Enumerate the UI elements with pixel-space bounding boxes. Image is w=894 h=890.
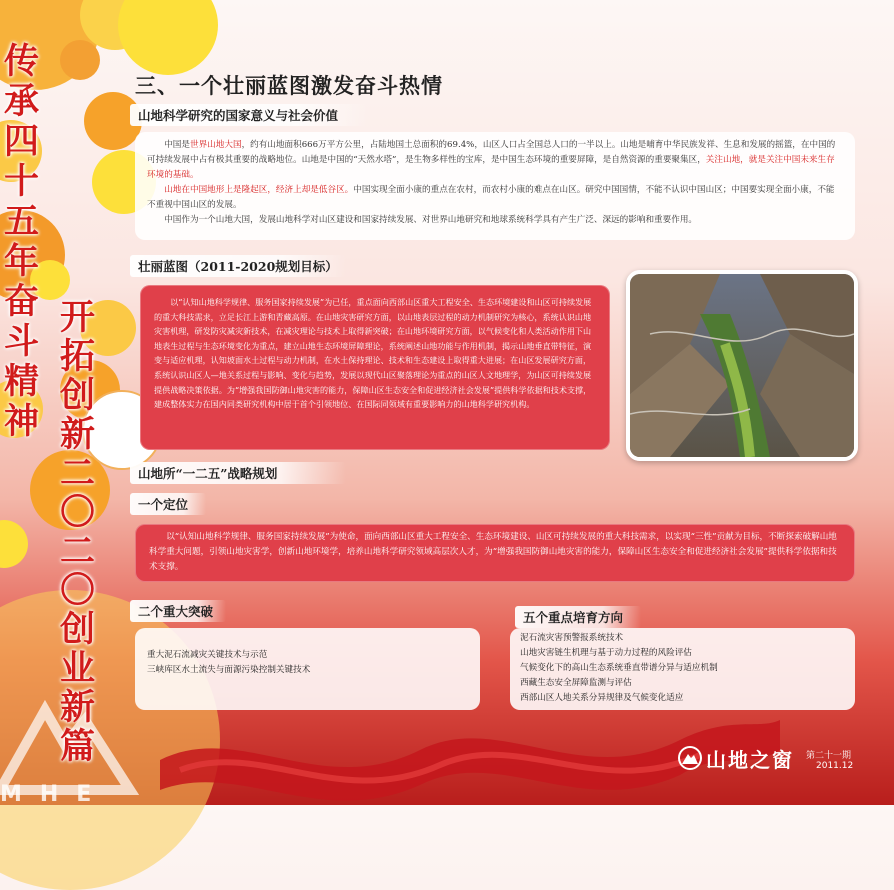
title-character: 〇 [60, 570, 96, 611]
breakthroughs-card [135, 628, 480, 710]
title-character: 四 [4, 121, 40, 162]
title-character: 神 [4, 401, 40, 442]
title-character: 〇 [60, 492, 96, 533]
block2-paragraph: 以“认知山地科学规律、服务国家持续发展”为已任，重点面向西部山区重大工程安全、生态环境建设和山区可持续发展的重大科技需求，立足长江上游和青藏高原。在山地灾害研究方面，以山地表层过程的动力机制研究为核心，系统认识山地灾害机理，研发防灾减灾新技术，在减灾理论与技术上取得新突破；在山地环境研究方面，以气候变化和人类活动作用下山地表生过程与生态环境变化为重点，建立山地生态环境屏障理论，系统阐述山地功能与作用机制，揭示山地垂直带特征，演变与适应机理，认知坡面水土过程与动力机制，在水土保持理论、技术和生态建设上取得重大进展；在山区发展研究方面，系统认识山区人—地关系过程与影响、变化与趋势，发展以现代山区聚落理论为重点的山区人文地理学，为山区可持续发展提供战略决策依据。为“增强我国防御山地灾害的能力，保障山区生态安全和促进经济社会发展”提供科学依据和技术支撑，建成整体实力在国内同类研究机构中居于首个引领地位、在国际同领域有重要影响力的山地科学研究机构。 [154, 297, 592, 410]
positioning-card [135, 524, 855, 582]
title-character: 拓 [60, 336, 96, 377]
list-item: 山地灾害链生机理与基于动力过程的风险评估 [520, 648, 692, 658]
mountain-emblem-icon [678, 746, 702, 770]
section-heading: 三、一个壮丽蓝图激发奋斗热情 [135, 73, 443, 98]
title-character: 五 [4, 201, 40, 242]
block1-paragraph-3: 中国作为一个山地大国，发展山地科学对山区建设和国家持续发展、对世界山地研究和地球系统科学具有产生广泛、深远的影响和重要作用。 [164, 215, 698, 225]
block1-card [135, 132, 855, 240]
directions-card [510, 628, 855, 710]
title-character: 开 [60, 297, 96, 338]
title-character: 精 [4, 361, 40, 402]
title-character: 奋 [4, 281, 40, 322]
directions-heading: 五个重点培育方向 [515, 606, 641, 628]
block3-heading: 山地所“一二五”战略规划 [130, 462, 346, 484]
title-character: 业 [60, 648, 96, 689]
block2-card [140, 285, 610, 450]
title-character: 篇 [60, 726, 96, 767]
right-vertical-title [60, 297, 96, 767]
title-character: 新 [60, 687, 96, 728]
left-vertical-title [4, 41, 40, 442]
positioning-text: 以“认知山地科学规律、服务国家持续发展”为使命，面向西部山区重大工程安全、生态环境建设、山区可持续发展的重大科技需求，以实现“三性”贡献为目标，不断探索破解山地科学重大问题，引领山地灾害学，创新山地环境学，培养山地科学研究领域高层次人才，为“增强我国防御山地灾害的能力，保障山区生态安全和促进经济社会发展”提供科学依据和技术支撑。 [149, 532, 837, 572]
footer-issue: 第二十一期 [806, 751, 852, 761]
footer-date: 2011.12 [816, 761, 854, 771]
title-character: 创 [60, 375, 96, 416]
block2-heading: 壮丽蓝图（2011-2020规划目标） [130, 255, 346, 277]
title-character: 十 [4, 161, 40, 202]
title-character: 年 [4, 241, 40, 282]
list-item: 气候变化下的高山生态系统垂直带谱分异与适应机制 [520, 663, 718, 673]
breakthroughs-heading: 二个重大突破 [130, 600, 226, 622]
list-item: 泥石流灾害预警报系统技术 [520, 633, 624, 643]
title-character: 传 [4, 41, 40, 82]
title-character: 承 [4, 81, 40, 122]
list-item: 西部山区人地关系分异规律及气候变化适应 [520, 693, 684, 703]
title-character: 斗 [4, 321, 40, 362]
list-item: 重大泥石流减灾关键技术与示范 [147, 650, 268, 660]
block1-paragraph-2: 山地在中国地形上是隆起区，经济上却是低谷区。中国实现全面小康的重点在农村，而农村小康的难点在山区。研究中国国情，不能不认识中国山区；中国要实现全面小康，不能不重视中国山区的发展。 [147, 185, 835, 210]
footer-logo [678, 746, 702, 770]
title-character: 创 [60, 609, 96, 650]
block1-heading: 山地科学研究的国家意义与社会价值 [130, 104, 368, 126]
list-item: 西藏生态安全屏障监测与评估 [520, 678, 632, 688]
list-item: 三峡库区水土流失与面源污染控制关键技术 [147, 665, 311, 675]
block1-paragraph-1: 中国是世界山地大国，约有山地面积666万平方公里，占陆地国土总面积的69.4%，山区人口占全国总人口的一半以上。山地是哺育中华民族发祥、生息和发展的摇篮，在中国的可持续发展中占有极其重要的战略地位。山地是中国的“天然水塔”，是生物多样性的宝库，是中国生态环境的重要屏障，是自然资源的重要聚集区，关注山地，就是关注中国未来生存环境的基础。 [147, 140, 836, 180]
decor-circle [60, 40, 100, 80]
title-character: 二 [60, 453, 96, 494]
title-character: 二 [60, 531, 96, 572]
positioning-heading: 一个定位 [130, 493, 206, 515]
mhe-logo-text: MHE [0, 782, 110, 807]
footer-magazine-title: 山地之窗 [706, 748, 794, 772]
mountain-valley-photo [626, 270, 858, 461]
decor-circle [118, 0, 218, 75]
title-character: 新 [60, 414, 96, 455]
decor-circle [0, 520, 28, 568]
